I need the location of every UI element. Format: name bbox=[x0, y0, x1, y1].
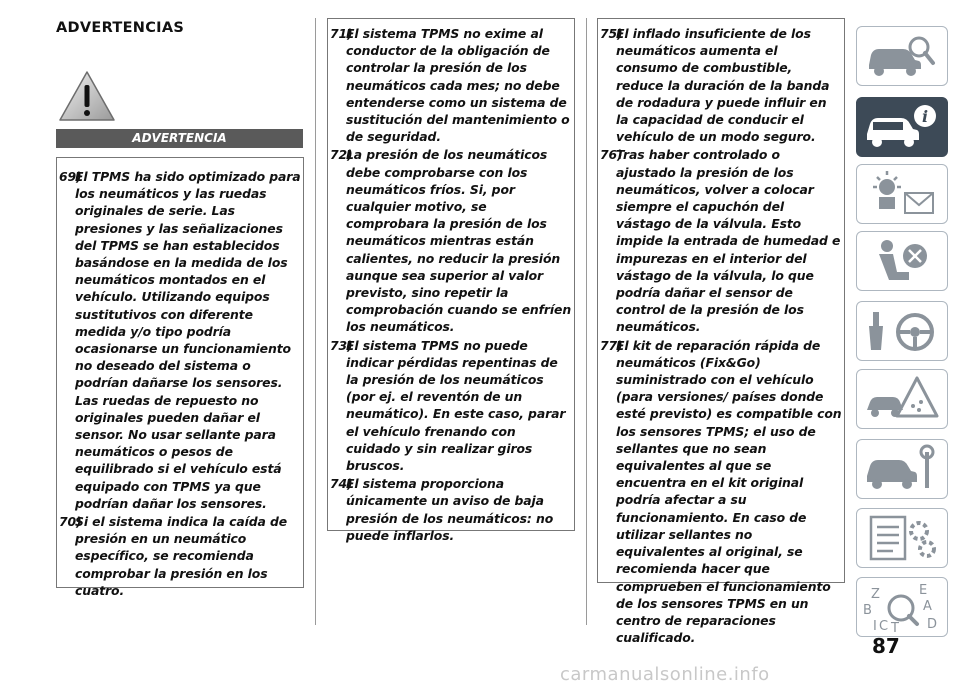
column-divider bbox=[586, 18, 587, 625]
item-text: El TPMS ha sido optimizado para los neumáticos y las ruedas originales de serie. Las presiones y las señalizaciones del TPMS se han establecidos basándose en la medida de los neumáticos montados en el vehículo. Utilizando equipos sustitutivos con diferente medida y/o tipo podría ocasionarse un funcionamiento no deseado del sistema o podrían dañarse los sensores. Las ruedas de repuesto no originales pueden dañar el sensor. No usar sellante para neumáticos o pesos de equilibrado si el vehículo está equipado con TPMS ya que podrían dañar los sensores. bbox=[75, 169, 301, 511]
tab-specifications[interactable] bbox=[856, 508, 948, 568]
index-letter: D bbox=[927, 617, 938, 632]
tab-index[interactable] bbox=[856, 577, 948, 637]
index-letter: T bbox=[891, 621, 899, 636]
tab-steering-wheel[interactable] bbox=[856, 301, 948, 361]
warning-triangle-icon bbox=[857, 370, 947, 428]
warning-triangle-icon bbox=[58, 70, 116, 122]
page-number: 87 bbox=[872, 634, 900, 658]
warnings-column-2 bbox=[330, 25, 573, 545]
item-text: El kit de reparación rápida de neumáticos (Fix&Go) suministrado con el vehículo (para versiones/ países donde esté previsto) es compatible con los sensores TPMS; el uso de sellantes que no sean equivalentes al que se encuentra en el kit original podría afectar a su funcionamiento. En caso de utilizar sellantes no equivalentes al original, se recomienda hacer que comprueben el funcionamiento de los sensores TPMS en un centro de reparaciones cualificado. bbox=[616, 337, 842, 646]
tab-car-info[interactable] bbox=[856, 97, 948, 157]
warning-item bbox=[600, 337, 843, 647]
tab-emergency[interactable] bbox=[856, 369, 948, 429]
section-title: ADVERTENCIAS bbox=[56, 20, 185, 36]
warning-item bbox=[330, 25, 573, 145]
item-number: 73) bbox=[330, 337, 353, 353]
item-number: 69) bbox=[59, 169, 82, 184]
car-service-icon bbox=[857, 440, 947, 498]
steering-wheel-icon bbox=[857, 302, 947, 360]
column-divider bbox=[315, 18, 316, 625]
dashboard-lights-icon bbox=[857, 165, 947, 223]
airbag-seat-icon bbox=[857, 232, 947, 290]
car-info-icon bbox=[857, 98, 947, 156]
tab-airbag-seat[interactable] bbox=[856, 231, 948, 291]
index-letter: A bbox=[923, 599, 932, 614]
item-number: 75) bbox=[600, 26, 623, 41]
item-number: 71) bbox=[330, 26, 353, 41]
tab-dashboard-lights[interactable] bbox=[856, 164, 948, 224]
warning-item bbox=[330, 475, 573, 544]
warning-item bbox=[59, 168, 302, 512]
warning-item bbox=[600, 25, 843, 145]
item-text: El inflado insuficiente de los neumáticos aumenta el consumo de combustible, reduce la duración de la banda de rodadura y puede influir en la capacidad de conducir el vehículo de un modo seguro. bbox=[616, 26, 830, 145]
item-number: 74) bbox=[330, 476, 353, 492]
warning-item bbox=[59, 513, 302, 599]
specifications-icon bbox=[857, 509, 947, 567]
index-letter: C bbox=[879, 619, 889, 634]
index-letter: E bbox=[919, 583, 928, 598]
item-text: Tras haber controlado o ajustado la presión de los neumáticos, volver a colocar siempre el capuchón del vástago de la válvula. Esto impide la entrada de humedad e impurezas en el interior del vástago de la válvula, lo que podría dañar el sensor de control de la presión de los neumáticos. bbox=[616, 147, 841, 335]
item-number: 77) bbox=[600, 337, 623, 353]
svg-text:i: i bbox=[921, 107, 929, 126]
warning-item bbox=[330, 337, 573, 475]
item-text: El sistema TPMS no puede indicar pérdidas repentinas de la presión de los neumáticos (por ej. el reventón de un neumático). En este caso, parar el vehículo frenando con cuidado y sin realizar giros bruscos. bbox=[346, 337, 566, 474]
item-text: El sistema TPMS no exime al conductor de la obligación de controlar la presión de los neumáticos cada mes; no debe entenderse como un sistema de sustitución del mantenimiento o de seguridad. bbox=[346, 26, 570, 145]
watermark: carmanualsonline.info bbox=[560, 664, 770, 685]
item-number: 72) bbox=[330, 147, 353, 163]
warnings-column-3 bbox=[600, 25, 843, 647]
tab-car-search[interactable] bbox=[856, 26, 948, 86]
index-letter: I bbox=[873, 619, 877, 634]
warning-item bbox=[600, 146, 843, 335]
item-number: 76) bbox=[600, 147, 623, 163]
index-letter: Z bbox=[871, 587, 880, 602]
warning-label-bar: ADVERTENCIA bbox=[56, 129, 303, 148]
tab-car-service[interactable] bbox=[856, 439, 948, 499]
item-text: Si el sistema indica la caída de presión en un neumático específico, se recomienda comprobar la presión en los cuatro. bbox=[75, 514, 288, 598]
warning-item bbox=[330, 146, 573, 335]
item-number: 70) bbox=[59, 514, 82, 530]
item-text: El sistema proporciona únicamente un aviso de baja presión de los neumáticos: no puede inflarlos. bbox=[346, 476, 554, 543]
car-search-icon bbox=[857, 27, 947, 85]
warnings-column-1 bbox=[59, 168, 302, 600]
index-letter: B bbox=[863, 603, 872, 618]
index-az-icon bbox=[857, 578, 947, 636]
item-text: La presión de los neumáticos debe comprobarse con los neumáticos fríos. Si, por cualquier motivo, se comprobara la presión de los neumáticos mientras están calientes, no reducir la presión aunque sea superior al valor previsto, sino repetir la comprobación cuando se enfríen los neumáticos. bbox=[346, 147, 572, 335]
